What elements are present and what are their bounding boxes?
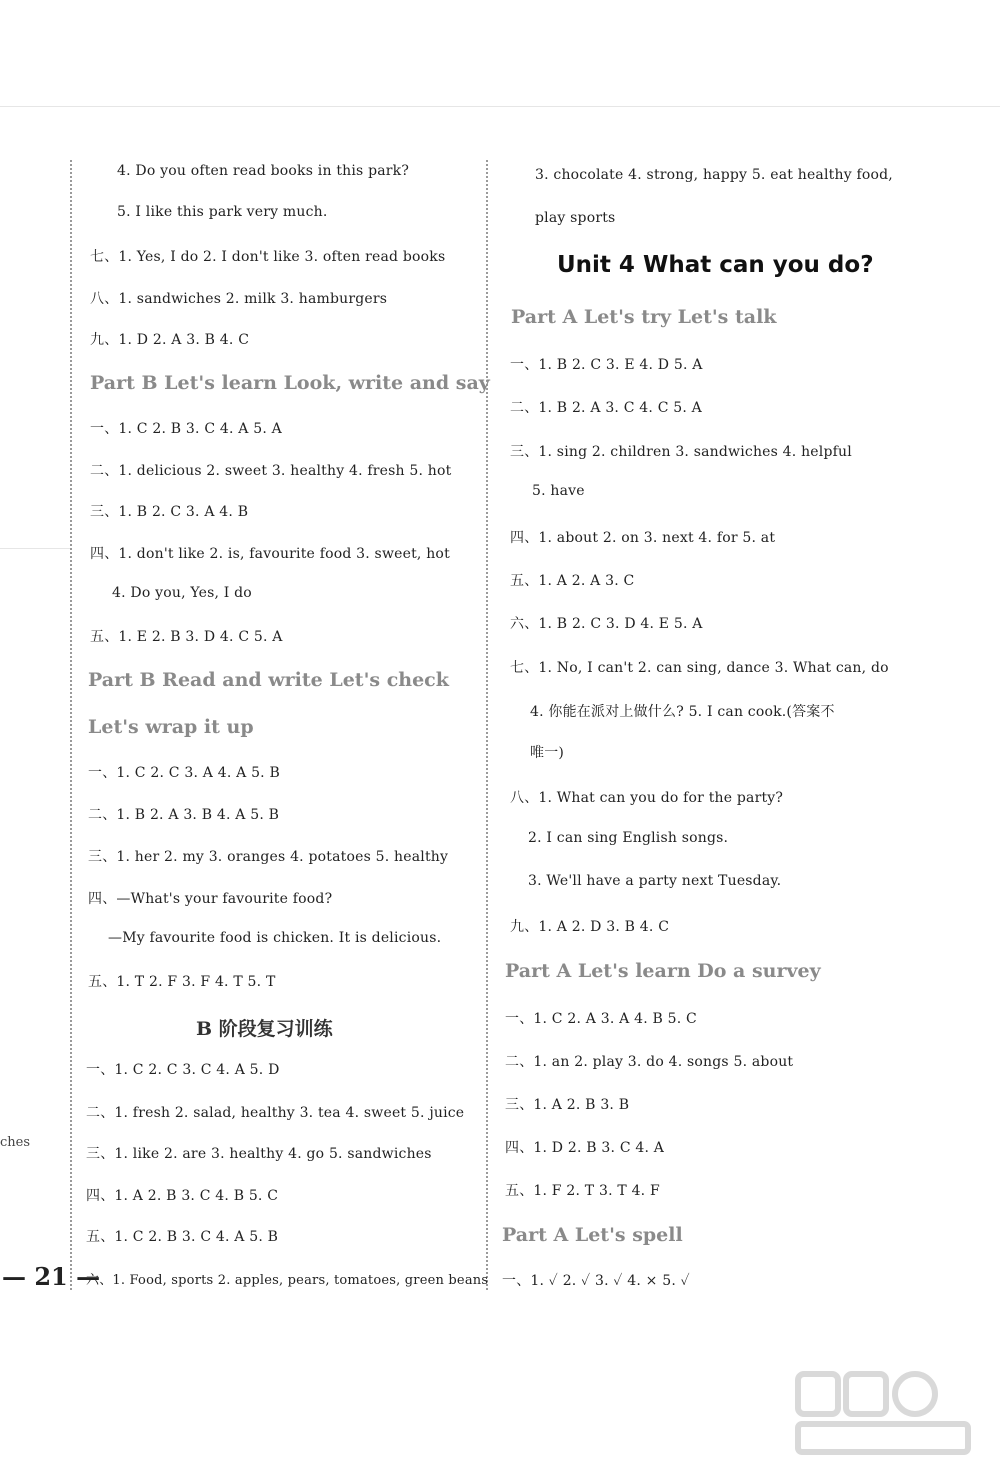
watermark-logo: [790, 1366, 980, 1461]
left-line: 四、1. A 2. B 3. C 4. B 5. C: [86, 1188, 279, 1204]
section-heading: Part A Let's learn Do a survey: [505, 960, 821, 982]
right-line: 5. have: [532, 483, 585, 499]
left-line: 五、1. C 2. B 3. C 4. A 5. B: [86, 1229, 279, 1245]
right-line: 一、1. B 2. C 3. E 4. D 5. A: [510, 357, 703, 373]
right-line: 2. I can sing English songs.: [528, 830, 729, 846]
section-heading: Let's wrap it up: [88, 716, 254, 738]
center-column-divider: [486, 160, 488, 1290]
left-line: 三、1. her 2. my 3. oranges 4. potatoes 5. healthy: [88, 849, 449, 865]
right-line: 二、1. an 2. play 3. do 4. songs 5. about: [505, 1054, 794, 1070]
right-line: 唯一): [530, 745, 565, 761]
right-line: 四、1. about 2. on 3. next 4. for 5. at: [510, 530, 776, 546]
left-line: 二、1. B 2. A 3. B 4. A 5. B: [88, 807, 280, 823]
section-heading: Part A Let's try Let's talk: [511, 306, 777, 328]
left-column-divider: [70, 160, 72, 1290]
left-line: 八、1. sandwiches 2. milk 3. hamburgers: [90, 291, 388, 307]
right-line: 七、1. No, I can't 2. can sing, dance 3. What can, do: [510, 660, 889, 676]
left-line: 二、1. fresh 2. salad, healthy 3. tea 4. sweet 5. juice: [86, 1105, 465, 1121]
left-line: 5. I like this park very much.: [117, 204, 328, 220]
right-line: 五、1. A 2. A 3. C: [510, 573, 635, 589]
left-line: 六、1. Food, sports 2. apples, pears, tomatoes, green beans: [86, 1273, 489, 1288]
left-line: 四、—What's your favourite food?: [88, 891, 333, 907]
top-rule: [0, 106, 1000, 107]
left-line: 三、1. B 2. C 3. A 4. B: [90, 504, 249, 520]
right-line: 一、1. C 2. A 3. A 4. B 5. C: [505, 1011, 697, 1027]
left-line: 一、1. C 2. B 3. C 4. A 5. A: [90, 421, 282, 437]
review-heading: B 阶段复习训练: [196, 1018, 333, 1040]
page-number: — 21 —: [2, 1262, 101, 1291]
left-line: 五、1. E 2. B 3. D 4. C 5. A: [90, 629, 283, 645]
right-line: play sports: [535, 210, 616, 226]
right-line: 二、1. B 2. A 3. C 4. C 5. A: [510, 400, 702, 416]
mid-rule: [0, 548, 70, 549]
left-line: 三、1. like 2. are 3. healthy 4. go 5. sandwiches: [86, 1146, 432, 1162]
right-line: 一、1. ✓ 2. ✓ 3. ✓ 4. × 5. ✓: [502, 1273, 690, 1289]
section-heading: Part B Read and write Let's check: [88, 669, 449, 691]
left-line: 五、1. T 2. F 3. F 4. T 5. T: [88, 974, 276, 990]
right-line: 八、1. What can you do for the party?: [510, 790, 784, 806]
right-line: 3. chocolate 4. strong, happy 5. eat healthy food,: [535, 167, 893, 183]
left-line: 七、1. Yes, I do 2. I don't like 3. often read books: [90, 249, 446, 265]
right-line: 4. 你能在派对上做什么? 5. I can cook.(答案不: [530, 704, 835, 720]
right-line: 三、1. sing 2. children 3. sandwiches 4. helpful: [510, 444, 852, 460]
left-line: —My favourite food is chicken. It is delicious.: [108, 930, 442, 946]
right-line: 三、1. A 2. B 3. B: [505, 1097, 630, 1113]
left-line: 二、1. delicious 2. sweet 3. healthy 4. fresh 5. hot: [90, 463, 452, 479]
left-line: 4. Do you often read books in this park?: [117, 163, 410, 179]
left-line: 一、1. C 2. C 3. C 4. A 5. D: [86, 1062, 280, 1078]
right-line: 四、1. D 2. B 3. C 4. A: [505, 1140, 665, 1156]
right-line: 3. We'll have a party next Tuesday.: [528, 873, 782, 889]
left-line: 4. Do you, Yes, I do: [112, 585, 252, 601]
unit-title: Unit 4 What can you do?: [557, 252, 874, 278]
right-line: 六、1. B 2. C 3. D 4. E 5. A: [510, 616, 703, 632]
left-line: 四、1. don't like 2. is, favourite food 3. sweet, hot: [90, 546, 450, 562]
margin-fragment: ches: [0, 1135, 31, 1150]
right-line: 五、1. F 2. T 3. T 4. F: [505, 1183, 660, 1199]
left-line: 九、1. D 2. A 3. B 4. C: [90, 332, 250, 348]
section-heading: Part B Let's learn Look, write and say: [90, 372, 490, 394]
section-heading: Part A Let's spell: [502, 1224, 683, 1246]
right-line: 九、1. A 2. D 3. B 4. C: [510, 919, 670, 935]
left-line: 一、1. C 2. C 3. A 4. A 5. B: [88, 765, 280, 781]
